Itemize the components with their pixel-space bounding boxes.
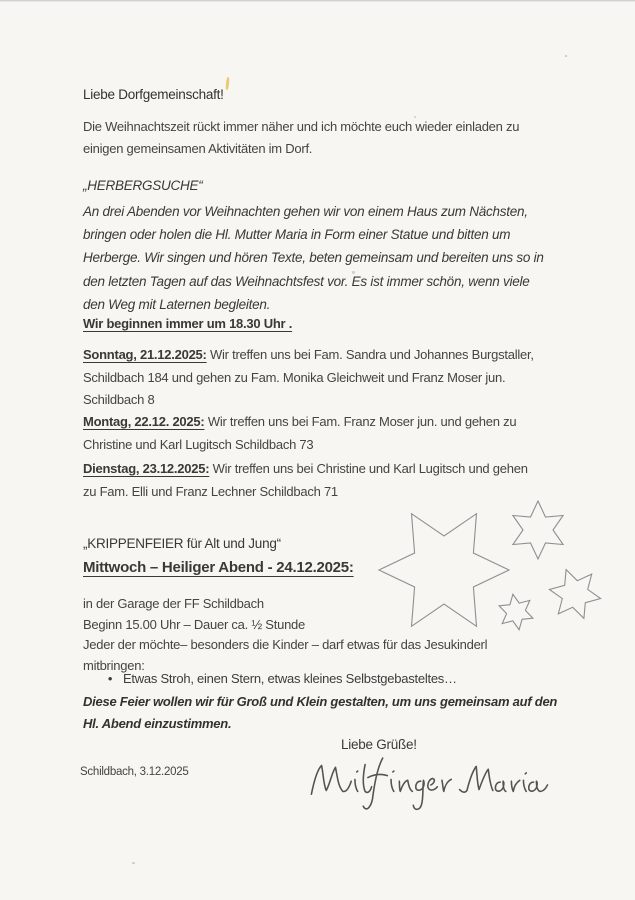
krippenfeier-detail-line: in der Garage der FF Schildbach [83,596,264,611]
scan-artifact [565,55,567,57]
bullet-item [83,671,457,686]
krippenfeier-detail-line: Jeder der möchte– besonders die Kinder – darf etwas für das Jesukinderl [83,637,488,653]
schedule-text: Wir treffen uns bei Christine und Karl Lugitsch und gehen [209,461,528,476]
bullet-text: Etwas Stroh, einen Stern, etwas kleines Selbstgebasteltes… [123,671,457,686]
krippenfeier-detail-line: Beginn 15.00 Uhr – Dauer ca. ½ Stunde [83,616,306,632]
schedule-day-label: Montag, 22.12. 2025: [83,414,205,429]
greeting: Liebe Grüße! [341,737,417,752]
scan-edge-top [0,0,635,2]
scan-artifact [132,862,135,864]
herbergsuche-paragraph [83,200,544,316]
scan-artifact [352,271,355,274]
star-outline-medium-icon [513,501,563,559]
krippenfeier-details [83,594,487,676]
bullet-marker: • [107,671,113,686]
schedule-day-label: Dienstag, 23.12.2025: [83,461,210,476]
closing-line: Hl. Abend einzustimmen. [83,715,232,731]
krippenfeier-title: „KRIPPENFEIER für Alt und Jung“ [83,536,281,551]
schedule-text: Schildbach 184 und gehen zu Fam. Monika Gleichweit und Franz Moser jun. [83,369,506,385]
intro-line: einigen gemeinsamen Aktivitäten im Dorf. [83,141,313,156]
schedule-text: Wir treffen uns bei Fam. Franz Moser jun. und gehen zu [204,414,517,429]
herbergsuche-line: bringen oder holen die Hl. Mutter Maria in Form einer Statue und bitten um [83,227,511,243]
handwritten-signature [304,750,554,818]
place-date: Schildbach, 3.12.2025 [80,766,189,778]
intro-line: Die Weihnachtszeit rückt immer näher und ich möchte euch wieder einladen zu [83,119,520,134]
schedule-text: zu Fam. Elli und Franz Lechner Schildbach 71 [83,483,338,499]
star-outline-small-icon [499,594,533,629]
scan-artifact [225,77,229,90]
start-time-note-text: Wir beginnen immer um 18.30 Uhr . [83,316,293,331]
star-outline-tilted-icon [549,570,600,619]
intro-paragraph [83,116,519,160]
herbergsuche-title: „HERBERGSUCHE“ [83,178,203,193]
herbergsuche-line: An drei Abenden vor Weihnachten gehen wir von einem Haus zum Nächsten, [83,204,528,219]
herbergsuche-line: Herberge. Wir singen und hören Texte, beten gemeinsam und bereiten uns so in [83,250,544,266]
herbergsuche-line: den letzten Tagen auf das Weihnachtsfest vor. Es ist immer schön, wenn viele [83,273,530,289]
krippenfeier-detail-line: mitbringen: [83,657,145,673]
scan-artifact [414,116,416,118]
closing-line: Diese Feier wollen wir für Groß und Klein gestalten, um uns gemeinsam auf den [83,694,558,709]
salutation: Liebe Dorfgemeinschaft! [83,87,224,102]
schedule-entry-dienstag [83,458,528,503]
schedule-text: Christine und Karl Lugitsch Schildbach 73 [83,436,314,452]
closing-paragraph [83,691,557,734]
schedule-entry-sonntag [83,344,534,412]
schedule-entry-montag [83,411,516,456]
schedule-text: Wir treffen uns bei Fam. Sandra und Johannes Burgstaller, [206,347,534,362]
herbergsuche-line: den Weg mit Laternen begleiten. [83,296,271,312]
krippenfeier-date-heading: Mittwoch – Heiliger Abend - 24.12.2025: [83,559,354,576]
start-time-note [83,316,292,331]
schedule-text: Schildbach 8 [83,392,155,407]
signature-stroke [311,758,547,809]
schedule-day-label: Sonntag, 21.12.2025: [83,347,207,362]
